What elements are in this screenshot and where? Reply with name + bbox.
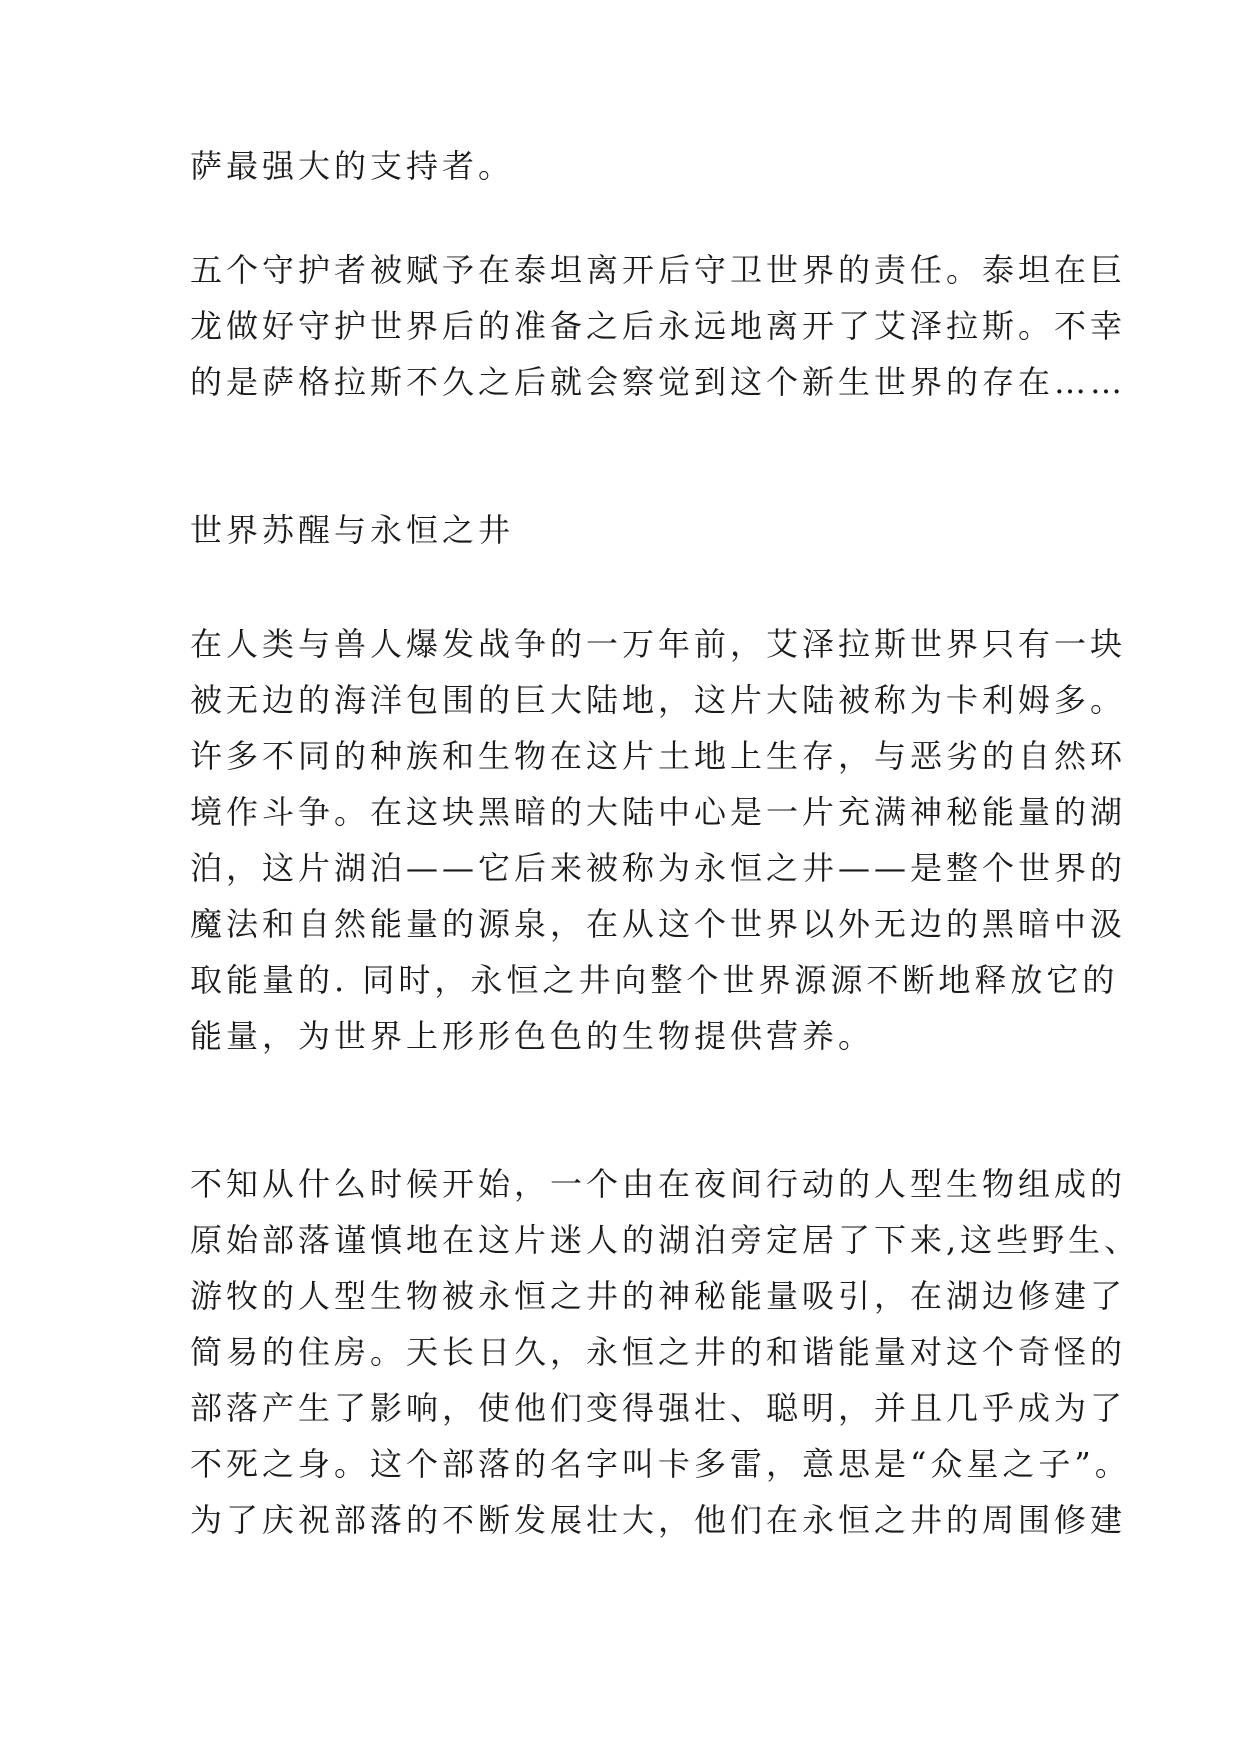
paragraph-line: 游牧的人型生物被永恒之井的神秘能量吸引，在湖边修建了 (190, 1277, 1127, 1315)
paragraph-line: 许多不同的种族和生物在这片土地上生存，与恶劣的自然环 (190, 737, 1127, 775)
paragraph-line: 境作斗争。在这块黑暗的大陆中心是一片充满神秘能量的湖 (190, 793, 1127, 831)
paragraph-2 (190, 242, 1127, 410)
paragraph-line: 魔法和自然能量的源泉，在从这个世界以外无边的黑暗中汲 (190, 905, 1127, 943)
paragraph-line: 龙做好守护世界后的准备之后永远地离开了艾泽拉斯。不幸 (190, 307, 1127, 345)
paragraph-line: 简易的住房。天长日久，永恒之井的和谐能量对这个奇怪的 (190, 1333, 1127, 1371)
paragraph-line: 能量，为世界上形形色色的生物提供营养。 (190, 1017, 875, 1055)
paragraph-line: 为了庆祝部落的不断发展壮大，他们在永恒之井的周围修建 (190, 1501, 1127, 1539)
heading-line: 世界苏醒与永恒之井 (190, 511, 515, 549)
paragraph-line: 的是萨格拉斯不久之后就会察觉到这个新生世界的存在…… (190, 363, 1127, 401)
paragraph-line: 萨最强大的支持者。 (190, 147, 515, 185)
paragraph-1 (190, 138, 1070, 194)
paragraph-line: 取能量的. 同时，永恒之井向整个世界源源不断地释放它的 (190, 961, 1119, 999)
paragraph-line: 在人类与兽人爆发战争的一万年前，艾泽拉斯世界只有一块 (190, 625, 1127, 663)
paragraph-line: 不死之身。这个部落的名字叫卡多雷，意思是“众星之子”。 (190, 1445, 1131, 1483)
paragraph-line: 不知从什么时候开始，一个由在夜间行动的人型生物组成的 (190, 1165, 1127, 1203)
paragraph-4 (190, 1156, 1141, 1548)
paragraph-line: 部落产生了影响，使他们变得强壮、聪明，并且几乎成为了 (190, 1389, 1127, 1427)
paragraph-line: 泊，这片湖泊——它后来被称为永恒之井——是整个世界的 (190, 849, 1127, 887)
paragraph-line: 五个守护者被赋予在泰坦离开后守卫世界的责任。泰坦在巨 (190, 251, 1127, 289)
paragraph-line: 被无边的海洋包围的巨大陆地，这片大陆被称为卡利姆多。 (190, 681, 1127, 719)
section-heading (190, 502, 1070, 558)
paragraph-line: 原始部落谨慎地在这片迷人的湖泊旁定居了下来,这些野生、 (190, 1221, 1141, 1259)
paragraph-3 (190, 616, 1127, 1064)
